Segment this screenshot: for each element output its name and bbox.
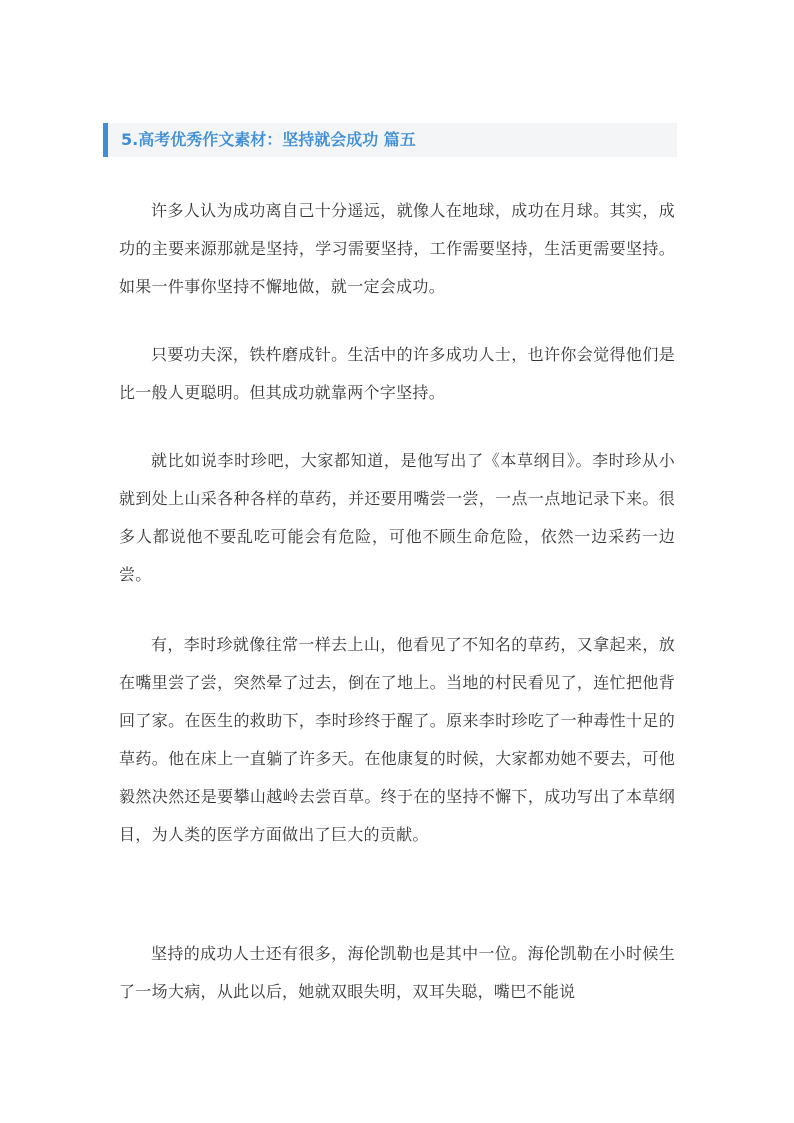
paragraph-1: 许多人认为成功离自己十分遥远，就像人在地球，成功在月球。其实，成功的主要来源那就是坚持，学习需要坚持，工作需要坚持，生活更需要坚持。如果一件事你坚持不懈地做，就一定会成功。 bbox=[119, 201, 675, 296]
paragraph-2: 只要功夫深，铁杵磨成针。生活中的许多成功人士，也许你会觉得他们是比一般人更聪明。但其成功就靠两个字坚持。 bbox=[119, 345, 675, 402]
section-heading bbox=[103, 123, 677, 157]
paragraph-3: 就比如说李时珍吧，大家都知道，是他写出了《本草纲目》。李时珍从小就到处上山采各种各样的草药，并还要用嘴尝一尝，一点一点地记录下来。很多人都说他不要乱吃可能会有危险，可他不顾生命危险，依然一边采药一边尝。 bbox=[119, 451, 675, 584]
paragraph-4: 有，李时珍就像往常一样去上山，他看见了不知名的草药，又拿起来，放在嘴里尝了尝，突然晕了过去，倒在了地上。当地的村民看见了，连忙把他背回了家。在医生的救助下，李时珍终于醒了。原来李时珍吃了一种毒性十足的草药。他在床上一直躺了许多天。在他康复的时候，大家都劝她不要去，可他毅然决然还是要攀山越岭去尝百草。终于在的坚持不懈下，成功写出了本草纲目，为人类的医学方面做出了巨大的贡献。 bbox=[119, 635, 675, 844]
section-heading-text: 5.高考优秀作文素材：坚持就会成功 篇五 bbox=[121, 130, 416, 149]
paragraph-5: 坚持的成功人士还有很多，海伦凯勒也是其中一位。海伦凯勒在小时候生了一场大病，从此以后，她就双眼失明，双耳失聪，嘴巴不能说 bbox=[119, 944, 675, 1001]
